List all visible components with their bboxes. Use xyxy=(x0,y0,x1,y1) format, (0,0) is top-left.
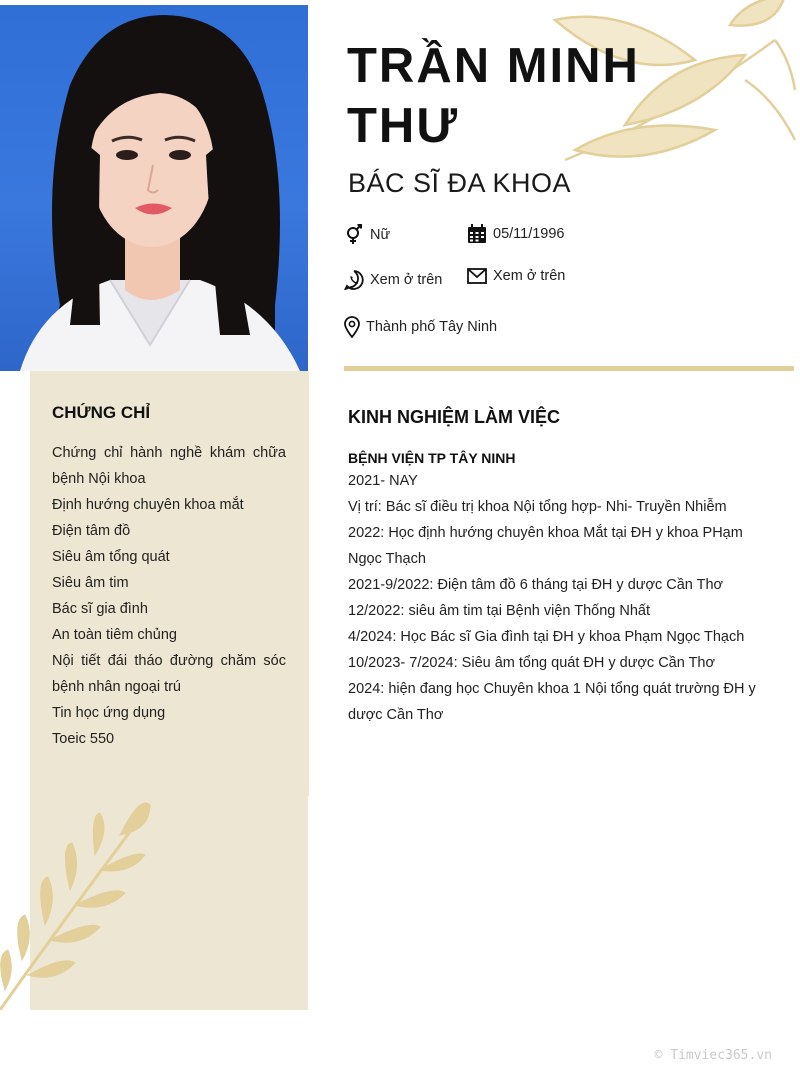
birthdate-value: 05/11/1996 xyxy=(493,226,565,242)
certificates-list xyxy=(52,440,286,752)
list-item: Siêu âm tim xyxy=(52,575,129,591)
list-item: Bác sĩ gia đình xyxy=(52,601,148,617)
watermark: © Timviec365.vn xyxy=(654,1048,772,1063)
experience-list xyxy=(348,468,768,728)
gender-row xyxy=(344,224,390,246)
list-item: Siêu âm tổng quát xyxy=(52,549,170,565)
list-item: An toàn tiêm chủng xyxy=(52,627,177,643)
list-item: Điện tâm đồ xyxy=(52,523,131,539)
phone-icon xyxy=(344,270,364,290)
list-item: Toeic 550 xyxy=(52,731,115,747)
list-item: Nội tiết đái tháo đường chăm sóc bệnh nhân ngoại trú xyxy=(52,653,286,695)
certificates-heading: CHỨNG CHỈ xyxy=(52,403,151,422)
gender-icon xyxy=(344,224,364,246)
list-item: Định hướng chuyên khoa mắt xyxy=(52,497,244,513)
portrait-illustration xyxy=(0,5,308,371)
address-value: Thành phố Tây Ninh xyxy=(366,319,498,335)
phone-value: Xem ở trên xyxy=(370,272,443,288)
address-row xyxy=(344,316,497,338)
leaf-decoration-bottom xyxy=(0,795,160,1010)
calendar-icon xyxy=(467,224,487,244)
experience-heading: KINH NGHIỆM LÀM VIỆC xyxy=(348,407,561,427)
mail-icon xyxy=(467,268,487,284)
birthdate-row xyxy=(467,224,565,244)
list-item: Chứng chỉ hành nghề khám chữa bệnh Nội khoa xyxy=(52,445,286,487)
candidate-name: TRẦN MINH THƯ xyxy=(347,39,640,153)
list-item: 2021- NAY xyxy=(348,473,418,489)
list-item: 2024: hiện đang học Chuyên khoa 1 Nội tổng quát trường ĐH y dược Cần Thơ xyxy=(348,681,756,723)
email-row xyxy=(467,268,565,284)
location-icon xyxy=(344,316,360,338)
email-value: Xem ở trên xyxy=(493,268,566,284)
list-item: 2021-9/2022: Điện tâm đồ 6 tháng tại ĐH y dược Cần Thơ xyxy=(348,577,724,593)
job-title: BÁC SĨ ĐA KHOA xyxy=(348,168,572,198)
gender-value: Nữ xyxy=(370,227,391,243)
list-item: Vị trí: Bác sĩ điều trị khoa Nội tổng hợp- Nhi- Truyền Nhiễm xyxy=(348,499,727,515)
list-item: Tin học ứng dụng xyxy=(52,705,166,721)
company-name: BỆNH VIỆN TP TÂY NINH xyxy=(348,450,516,466)
phone-row xyxy=(344,270,442,290)
list-item: 10/2023- 7/2024: Siêu âm tổng quát ĐH y dược Cần Thơ xyxy=(348,655,716,671)
header-divider xyxy=(344,366,794,371)
list-item: 12/2022: siêu âm tim tại Bệnh viện Thống Nhất xyxy=(348,603,651,619)
list-item: 2022: Học định hướng chuyên khoa Mắt tại ĐH y khoa PHạm Ngọc Thạch xyxy=(348,525,743,567)
profile-photo xyxy=(0,5,308,371)
list-item: 4/2024: Học Bác sĩ Gia đình tại ĐH y khoa Phạm Ngọc Thạch xyxy=(348,629,745,645)
